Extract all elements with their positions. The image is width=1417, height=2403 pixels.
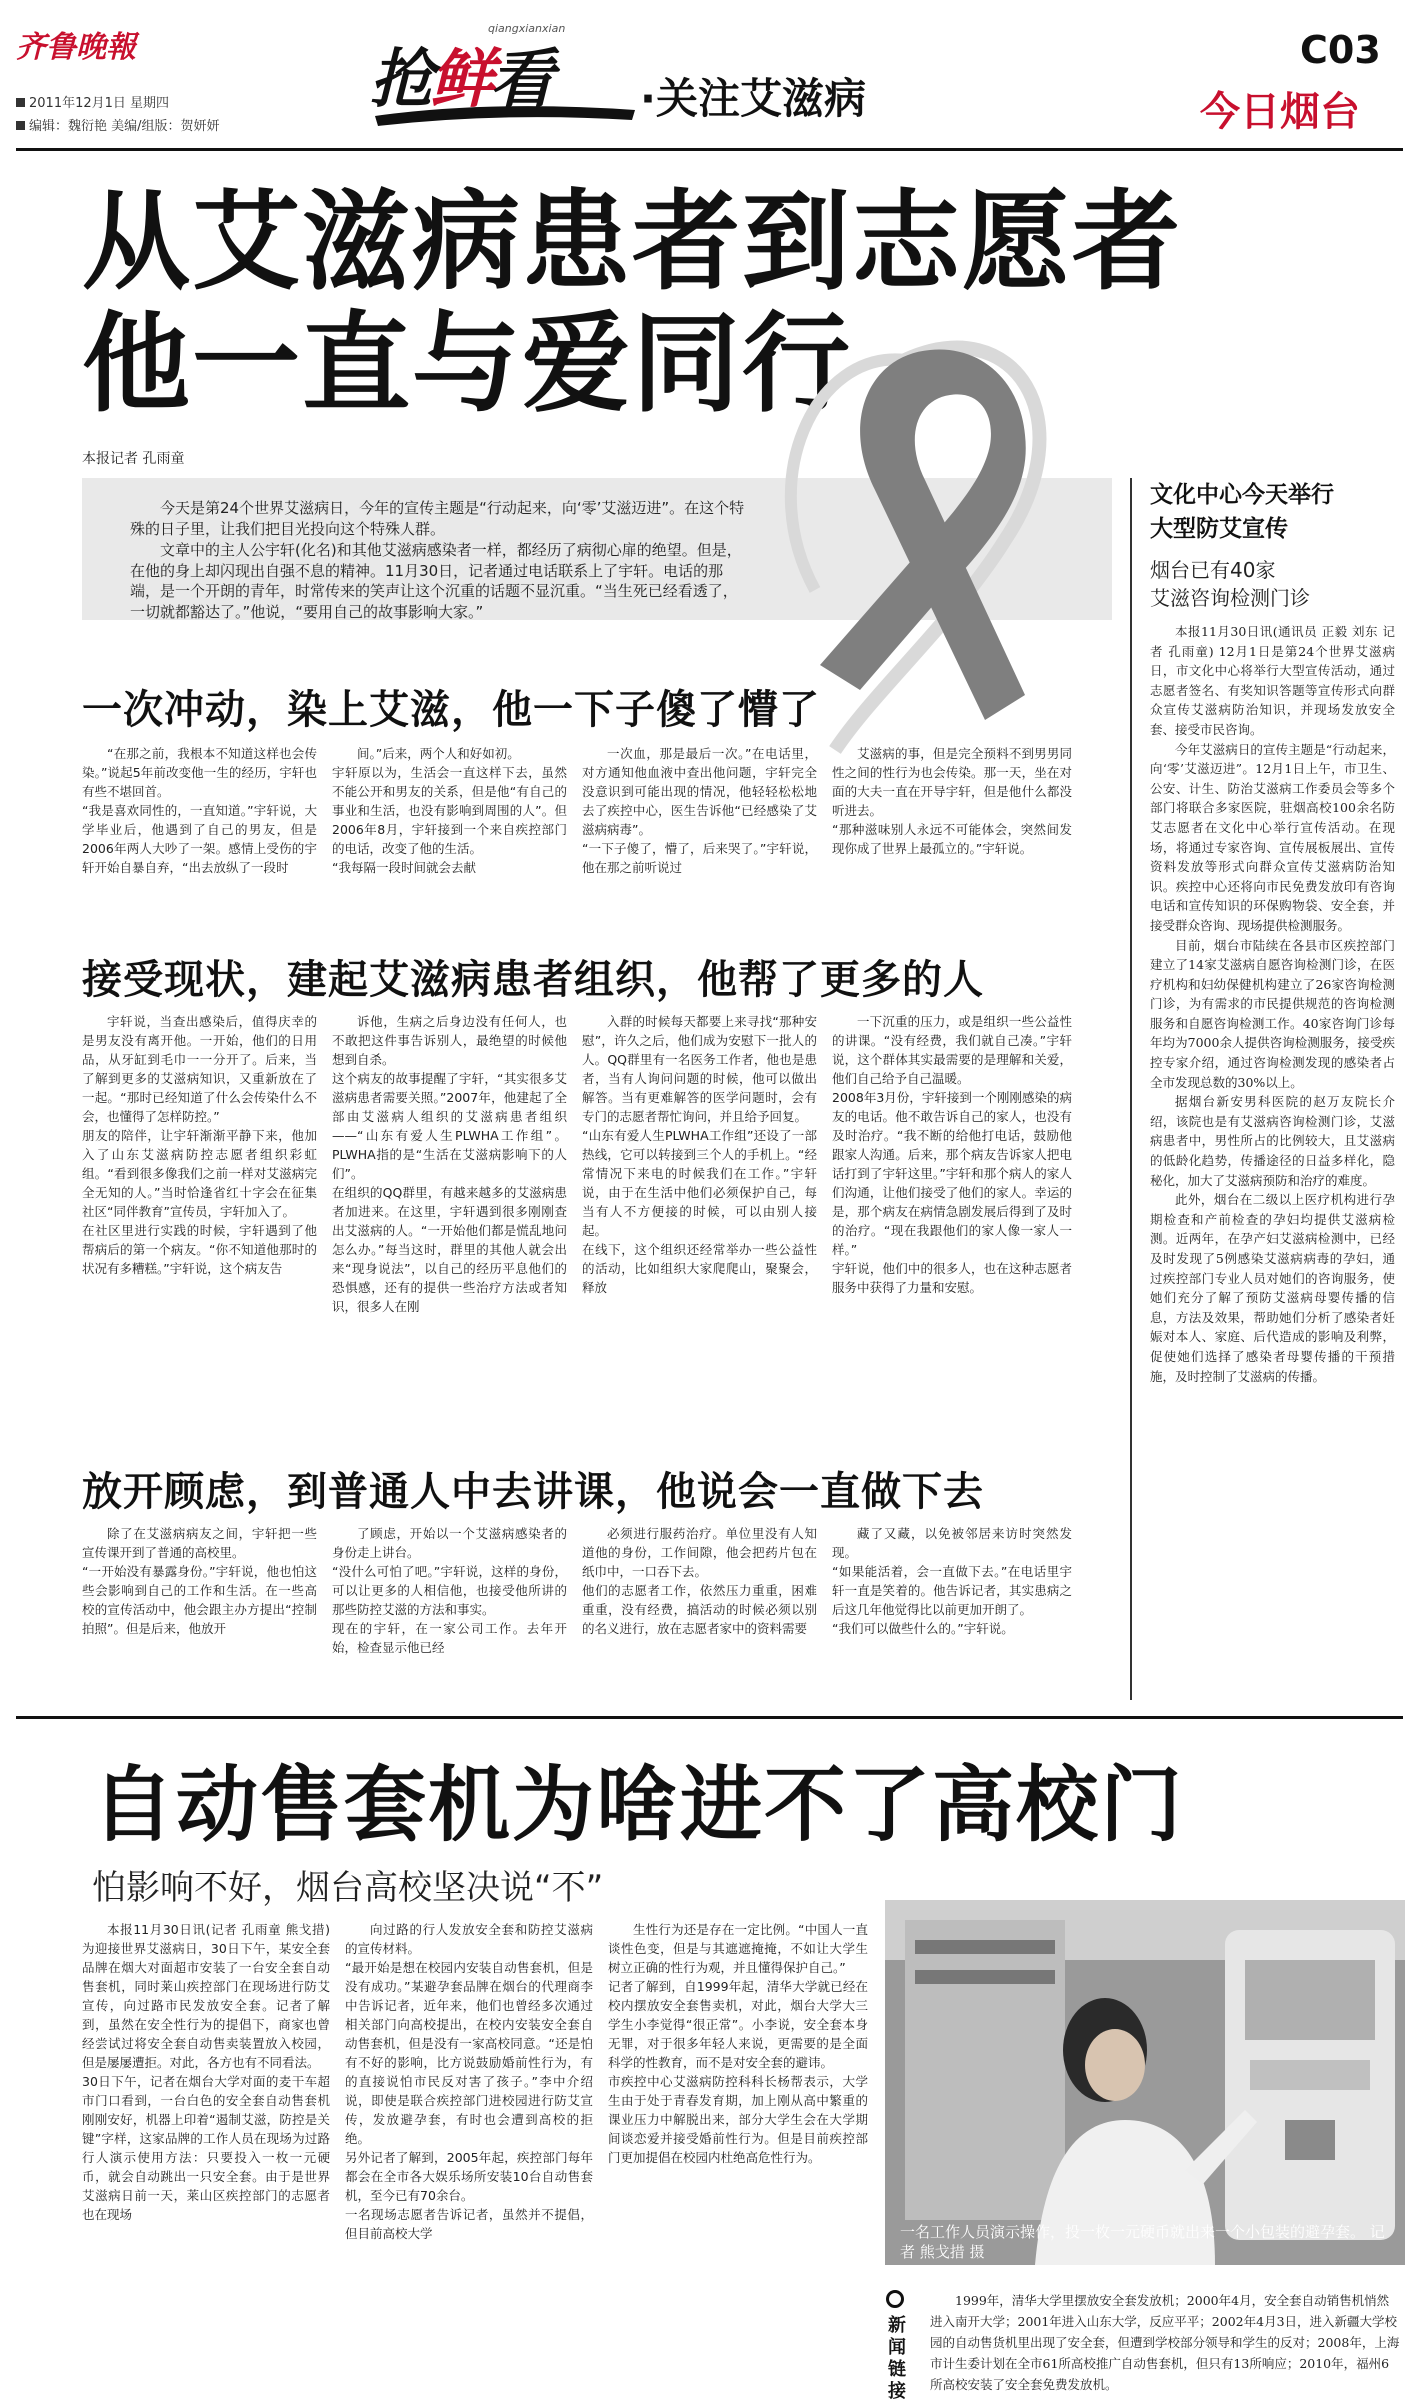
square-bullet-icon	[16, 98, 25, 107]
section-topic: ·关注艾滋病	[640, 74, 866, 123]
brand-char-2: 鲜	[430, 43, 490, 117]
issue-date-text: 2011年12月1日 星期四	[29, 96, 170, 111]
section1-col-4	[832, 744, 1072, 920]
section3-col-1	[82, 1524, 317, 1694]
section3-text-3: 必须进行服药治疗。单位里没有人知道他的身份，工作间隙，他会把药片包在纸巾中，一口吞下去。 他们的志愿者工作，依然压力重重，困难重重，没有经费，搞活动的时候必须以别的名义进行，放在志愿者家中的资料需要	[582, 1526, 817, 1636]
sidebar-subtitle-line2: 艾滋咨询检测门诊	[1150, 586, 1310, 610]
section2-text-4: 一下沉重的压力，或是组织一些公益性的讲课。“没有经费，我们就自己凑。”宇轩说，这个群体其实最需要的是理解和关爱，他们自己给予自己温暖。 2008年3月份，宇轩接到一个刚刚感染的病友的电话。他不敢告诉自己的家人，也没有及时治疗。“我不断的给他打电话，鼓励他跟家人沟通。后来，那个病友告诉家人把电话打到了宇轩这里。”宇轩和那个病人的家人们沟通，让他们接受了他们的家人。幸运的是，那个病友在病情急剧发展后得到了及时的治疗。“现在我跟他们的家人像一家人一样。” 宇轩说，他们中的很多人，也在这种志愿者服务中获得了力量和安慰。	[832, 1014, 1072, 1295]
lead-paragraph-1: 今天是第24个世界艾滋病日，今年的宣传主题是“行动起来，向‘零’艾滋迈进”。在这个特殊的日子里，让我们把目光投向这个特殊人群。	[130, 499, 745, 538]
sidebar-divider	[1130, 478, 1132, 1700]
sidebar-paragraph: 本报11月30日讯(通讯员 正毅 刘东 记者 孔雨童) 12月1日是第24个世界艾滋病日，市文化中心将举行大型宣传活动，通过志愿者签名、有奖知识答题等宣传形式向群众宣传艾滋病防治知识，并现场发放安全套、接受市民咨询。	[1150, 624, 1395, 737]
brand-char-1: 抢	[370, 43, 430, 117]
section1-col-2	[332, 744, 567, 920]
section2-text-2: 诉他，生病之后身边没有任何人，也不敢把这件事告诉别人，最绝望的时候他想到自杀。 这个病友的故事提醒了宇轩，“其实很多艾滋病患者需要关照。”2007年，他建起了全部由艾滋病人组织的艾滋病患者组织——“山东有爱人生PLWHA工作组”。PLWHA指的是“生活在艾滋病影响下的人们”。 在组织的QQ群里，有越来越多的艾滋病患者加进来。在这里，宇轩遇到很多刚刚查出艾滋病的人。“一开始他们都是慌乱地问怎么办。”每当这时，群里的其他人就会出来“现身说法”，以自己的经历平息他们的恐惧感，还有的提供一些治疗方法或者知识，很多人在刚	[332, 1014, 567, 1314]
main-headline-line2: 他一直与爱同行	[82, 302, 853, 427]
sidebar-paragraph: 今年艾滋病日的宣传主题是“行动起来，向‘零’艾滋迈进”。12月1日上午，市卫生、公安、计生、防治艾滋病工作委员会等多个部门将联合多家医院，驻烟高校100余名防艾志愿者在文化中心举行宣传活动。在现场，将通过专家咨询、宣传展板展出、宣传资料发放等形式向群众宣传艾滋病防治知识。疾控中心还将向市民免费发放印有咨询电话和宣传知识的环保购物袋、安全套，并接受群众咨询、现场提供检测服务。	[1150, 741, 1395, 933]
news-link-bullet-icon	[886, 2290, 904, 2308]
section1-col-3	[582, 744, 817, 920]
second-subheadline: 怕影响不好，烟台高校坚决说“不”	[92, 1868, 604, 1908]
section1-text-2: 间。”后来，两个人和好如初。 宇轩原以为，生活会一直这样下去，虽然不能公开和男友的关系，但是他“有自己的事业和生活，也没有影响到周围的人”。但2006年8月，宇轩接到一个来自疾控部门的电话，改变了他的生活。 “我每隔一段时间就会去献	[332, 746, 567, 875]
newspaper-logo: 齐鲁晚報	[16, 30, 136, 65]
article2-text-3: 生性行为还是存在一定比例。“中国人一直谈性色变，但是与其遮遮掩掩，不如让大学生树立正确的性行为观，并且懂得保护自己。” 记者了解到，自1999年起，清华大学就已经在校内摆放安全套售卖机，对此，烟台大学大三学生小李觉得“很正常”。小李说，安全套本身无罪，对于很多年轻人来说，更需要的是全面科学的性教育，而不是对安全套的避讳。 市疾控中心艾滋病防控科科长杨帮表示，大学生由于处于青春发育期，加上刚从高中繁重的课业压力中解脱出来，部分大学生会在大学期间谈恋爱并接受婚前性行为。但是目前疾控部门更加提倡在校园内杜绝高危性行为。	[608, 1922, 868, 2165]
sidebar-subtitle	[1150, 556, 1310, 612]
square-bullet-icon	[16, 121, 25, 130]
section2-text-1: 宇轩说，当查出感染后，值得庆幸的是男友没有离开他。一开始，他们的日用品，从牙缸到毛巾一一分开了。后来，当了解到更多的艾滋病知识，又重新放在了一起。“那时已经知道了什么会传染什么不会，也懂得了怎样防控。” 朋友的陪伴，让宇轩渐渐平静下来，他加入了山东艾滋病防控志愿者组织彩虹组。“看到很多像我们之前一样对艾滋病完全无知的人。”当时恰逢省红十字会在征集社区“同伴教育”宣传员，宇轩加入了。 在社区里进行实践的时候，宇轩遇到了他帮病后的第一个病友。“你不知道他那时的状况有多糟糕。”宇轩说，这个病友告	[82, 1014, 317, 1276]
byline: 本报记者 孔雨童	[82, 451, 185, 467]
section1-text-1: “在那之前，我根本不知道这样也会传染。”说起5年前改变他一生的经历，宇轩也有些不堪回首。 “我是喜欢同性的，一直知道。”宇轩说，大学毕业后，他遇到了自己的男友，但是2006年两人大吵了一架。感情上受伤的宇轩开始自暴自弃，“出去放纵了一段时	[82, 746, 317, 875]
section3-text-2: 了顾虑，开始以一个艾滋病感染者的身份走上讲台。 “没什么可怕了吧。”宇轩说，这样的身份，可以让更多的人相信他，也接受他所讲的那些防控艾滋的方法和事实。 现在的宇轩，在一家公司工作。去年开始，检查显示他已经	[332, 1526, 567, 1655]
section1-text-3: 一次血，那是最后一次。”在电话里，对方通知他血液中查出他问题，宇轩完全没意识到可能出现的情况，他轻轻松松地去了疾控中心，医生告诉他“已经感染了艾滋病病毒”。 “一下子傻了，懵了，后来哭了。”宇轩说，他在那之前听说过	[582, 746, 817, 875]
section2-col-1	[82, 1012, 317, 1444]
news-photo	[885, 1900, 1405, 2265]
lead-paragraph-2: 文章中的主人公宇轩(化名)和其他艾滋病感染者一样，都经历了病彻心扉的绝望。但是，在他的身上却闪现出自强不息的精神。11月30日，记者通过电话联系上了宇轩。电话的那端，是一个开朗的青年，时常传来的笑声让这个沉重的话题不显沉重。“当生死已经看透了，一切就都豁达了。”他说，“要用自己的故事影响大家。”	[130, 541, 742, 621]
page-number: C03	[1300, 28, 1381, 72]
column-brand-logo	[370, 20, 640, 130]
section1-title: 一次冲动，染上艾滋，他一下子傻了懵了	[82, 687, 820, 733]
edition-name: 今日烟台	[1200, 89, 1360, 135]
section1-col-1	[82, 744, 317, 920]
sidebar-paragraph: 据烟台新安男科医院的赵万友院长介绍，该院也是有艾滋病咨询检测门诊，艾滋病患者中，男性所占的比例较大，且艾滋病的低龄化趋势，传播途径的日益多样化，隐秘化，加大了艾滋病预防和治疗的难度。	[1150, 1094, 1395, 1188]
sidebar-subtitle-line1: 烟台已有40家	[1150, 558, 1276, 582]
brand-char-3: 看	[490, 43, 550, 117]
photo-caption: 一名工作人员演示操作，投一枚一元硬币就出来一个小包装的避孕套。 记者 熊戈措 摄	[900, 2223, 1385, 2261]
section3-text-4: 藏了又藏，以免被邻居来访时突然发现。 “如果能活着，会一直做下去。”在电话里宇轩一直是笑着的。他告诉记者，其实患病之后这几年他觉得比以前更加开朗了。 “我们可以做些什么的。”宇轩说。	[832, 1526, 1072, 1636]
section3-col-2	[332, 1524, 567, 1694]
section2-text-3: 入群的时候每天都要上来寻找“那种安慰”，许久之后，他们成为安慰下一批人的人。QQ群里有一名医务工作者，他也是患者，当有人询问问题的时候，他可以做出解答。当有更难解答的医学问题时，会有专门的志愿者帮忙询问，并且给予回复。 “山东有爱人生PLWHA工作组”还设了一部热线，它可以转接到三个人的手机上。“经常情况下来电的时候我们在工作。”宇轩说，由于在生活中他们必须保护自己，每当有人不方便接的时候，可以由别人接起。 在线下，这个组织还经常举办一些公益性的活动，比如组织大家爬爬山，聚聚会，释放	[582, 1014, 817, 1295]
sidebar-title-line1: 文化中心今天举行	[1150, 482, 1334, 508]
article2-col-2	[345, 1920, 593, 2368]
main-headline-line1: 从艾滋病患者到志愿者	[82, 180, 1183, 305]
section1-text-4: 艾滋病的事，但是完全预料不到男男同性之间的性行为也会传染。那一天，坐在对面的大夫一直在开导宇轩，但是他什么都没听进去。 “那种滋味别人永远不可能体会，突然间发现你成了世界上最孤立的。”宇轩说。	[832, 746, 1072, 856]
section3-col-3	[582, 1524, 817, 1694]
vending-machine-photo-icon	[885, 1900, 1405, 2265]
news-links-text: 1999年，清华大学里摆放安全套发放机；2000年4月，安全套自动销售机悄然进入南开大学；2001年进入山东大学，反应平平；2002年4月3日，进入新疆大学校园的自动售货机里出现了安全套，但遭到学校部分领导和学生的反对；2008年，上海市计生委计划在全市61所高校推广自动售套机，但只有13所响应；2010年，福州6所高校安装了安全套免费发放机。	[930, 2293, 1400, 2392]
editor-credits-text: 编辑：魏衍艳 美编/组版：贺妍妍	[29, 119, 220, 134]
masthead-rule	[16, 148, 1403, 151]
brand-pinyin: qiangxianxian	[488, 22, 566, 35]
article-divider	[16, 1716, 1403, 1719]
editor-credits	[16, 115, 220, 134]
section3-col-4	[832, 1524, 1072, 1694]
second-headline: 自动售套机为啥进不了高校门	[92, 1758, 1185, 1853]
section3-title: 放开顾虑，到普通人中去讲课，他说会一直做下去	[82, 1469, 984, 1515]
sidebar-title-line2: 大型防艾宣传	[1150, 516, 1288, 542]
section2-title: 接受现状，建起艾滋病患者组织，他帮了更多的人	[82, 957, 984, 1003]
brand-word	[370, 28, 550, 120]
sidebar-body	[1150, 622, 1395, 1694]
sidebar-paragraph: 此外，烟台在二级以上医疗机构进行孕期检查和产前检查的孕妇均提供艾滋病检测。近两年，在孕产妇艾滋病检测中，已经及时发现了5例感染艾滋病病毒的孕妇，通过疾控部门专业人员对她们的咨询服务，使她们充分了解了预防艾滋病母婴传播的信息，方法及效果，帮助她们分析了感染者妊娠对本人、家庭、后代造成的影响及利弊，促使她们选择了感染者母婴传播的干预措施，及时控制了艾滋病的传播。	[1150, 1192, 1395, 1384]
lead-paragraphs	[130, 498, 750, 623]
section2-col-2	[332, 1012, 567, 1444]
article2-col-1	[82, 1920, 330, 2368]
article2-text-2: 向过路的行人发放安全套和防控艾滋病的宣传材料。 “最开始是想在校园内安装自动售套机，但是没有成功。”某避孕套品牌在烟台的代理商李中告诉记者，近年来，他们也曾经多次通过相关部门向高校提出，在校内安装安全套自动售套机，但是没有一家高校同意。“还是怕有不好的影响，比方说鼓励婚前性行为，有的直接说怕市民反对害了孩子。”李中介绍说，即使是联合疾控部门进校园进行防艾宣传，发放避孕套，有时也会遭到高校的拒绝。 另外记者了解到，2005年起，疾控部门每年都会在全市各大娱乐场所安装10台自动售套机，至今已有70余台。 一名现场志愿者告诉记者，虽然并不提倡，但目前高校大学	[345, 1922, 593, 2241]
sidebar-paragraph: 目前，烟台市陆续在各县市区疾控部门建立了14家艾滋病自愿咨询检测门诊，在医疗机构和妇幼保健机构建立了26家咨询检测门诊，为有需求的市民提供规范的咨询检测服务和自愿咨询检测工作。40家咨询门诊每年均为7000余人提供咨询检测服务，接受疾控专家介绍，通过咨询检测发现的感染者占全市发现总数的30%以上。	[1150, 937, 1395, 1090]
section2-col-3	[582, 1012, 817, 1444]
news-links-label: 新闻链接	[888, 2315, 906, 2402]
issue-date	[16, 92, 169, 111]
section3-text-1: 除了在艾滋病病友之间，宇轩把一些宣传课开到了普通的高校里。 “一开始没有暴露身份。”宇轩说，他也怕这些会影响到自己的工作和生活。在一些高校的宣传活动中，他会跟主办方提出“控制拍照”。但是后来，他放开	[82, 1526, 317, 1636]
section2-col-4	[832, 1012, 1072, 1444]
article2-col-3	[608, 1920, 868, 2368]
sidebar-title	[1150, 478, 1334, 546]
article2-text-1: 本报11月30日讯(记者 孔雨童 熊戈措) 为迎接世界艾滋病日，30日下午，某安全套品牌在烟大对面超市安装了一台安全套自动售套机，同时莱山疾控部门在现场进行防艾宣传，向过路市民发放安全套。记者了解到，虽然在安全性行为的提倡下，商家也曾经尝试过将安全套自动售卖装置放入校园，但是屡屡遭拒。对此，各方也有不同看法。 30日下午，记者在烟台大学对面的麦干车超市门口看到，一台白色的安全套自动售套机刚刚安好，机器上印着“遏制艾滋，防控是关键”字样，这家品牌的工作人员在现场为过路行人演示使用方法：只要投入一枚一元硬币，就会自动跳出一只安全套。由于是世界艾滋病日前一天，莱山区疾控部门的志愿者也在现场	[82, 1922, 330, 2222]
